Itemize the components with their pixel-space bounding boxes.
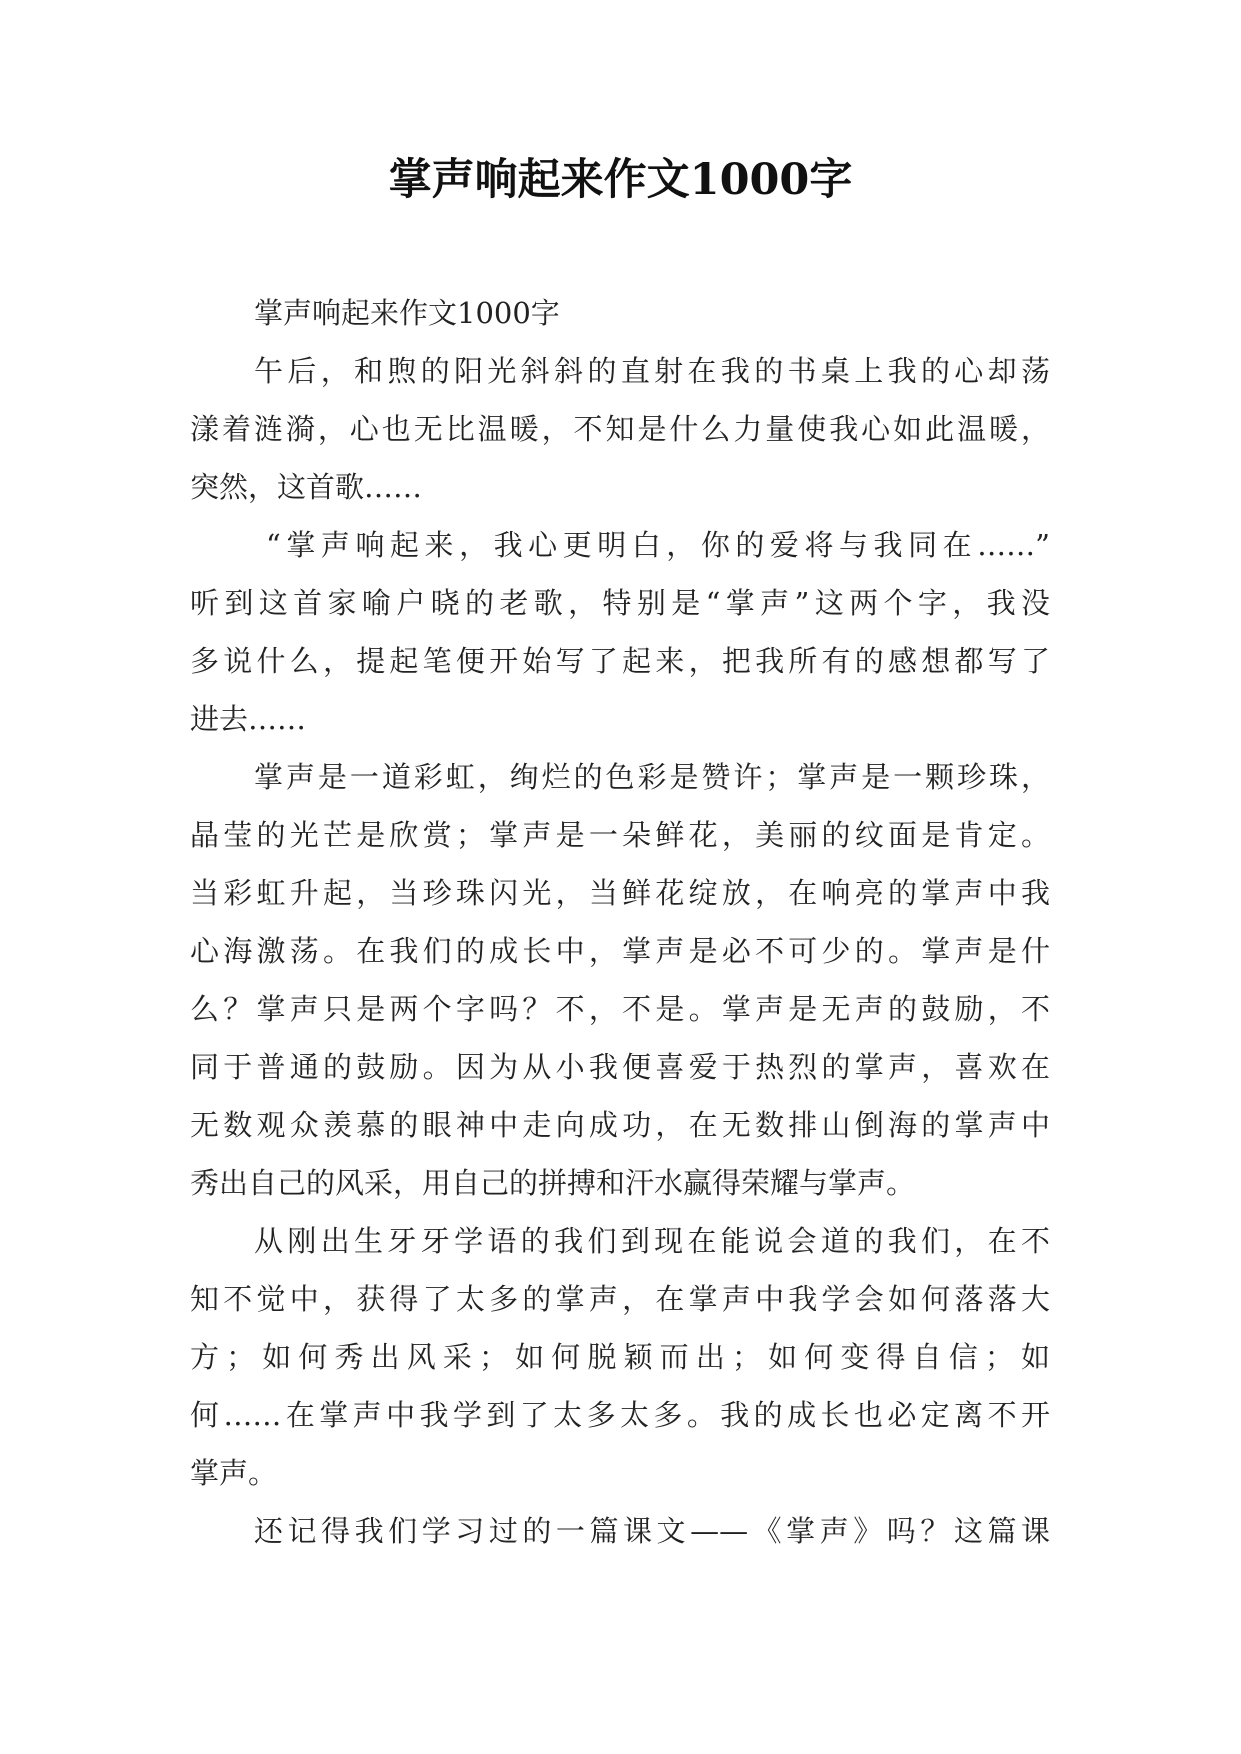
paragraph-line: 午后，和煦的阳光斜斜的直射在我的书桌上我的心却荡 xyxy=(254,354,1050,388)
paragraph-line: 无数观众羡慕的眼神中走向成功，在无数排山倒海的掌声中 xyxy=(190,1108,1050,1142)
paragraph-line: “掌声响起来，我心更明白，你的爱将与我同在……” xyxy=(266,528,1050,562)
paragraph-line: 多说什么，提起笔便开始写了起来，把我所有的感想都写了 xyxy=(190,644,1050,678)
paragraph-line: 掌声。 xyxy=(190,1456,278,1490)
paragraph-line: 从刚出生牙牙学语的我们到现在能说会道的我们，在不 xyxy=(254,1224,1050,1258)
paragraph-line: 方；如何秀出风采；如何脱颖而出；如何变得自信；如 xyxy=(190,1340,1050,1374)
paragraph-line: 突然，这首歌…… xyxy=(190,470,423,504)
paragraph-line: 当彩虹升起，当珍珠闪光，当鲜花绽放，在响亮的掌声中我 xyxy=(190,876,1050,910)
paragraph-line: 同于普通的鼓励。因为从小我便喜爱于热烈的掌声，喜欢在 xyxy=(190,1050,1050,1084)
paragraph-line: 还记得我们学习过的一篇课文——《掌声》吗？这篇课 xyxy=(254,1514,1050,1548)
paragraph-line: 漾着涟漪，心也无比温暖，不知是什么力量使我心如此温暖， xyxy=(190,412,1050,446)
paragraph-line: 听到这首家喻户晓的老歌，特别是“掌声”这两个字，我没 xyxy=(190,586,1050,620)
paragraph-line: 晶莹的光芒是欣赏；掌声是一朵鲜花，美丽的纹面是肯定。 xyxy=(190,818,1050,852)
document-body xyxy=(190,284,1050,1560)
paragraph-line: 么？掌声只是两个字吗？不，不是。掌声是无声的鼓励，不 xyxy=(190,992,1050,1026)
paragraph-line: 秀出自己的风采，用自己的拼搏和汗水赢得荣耀与掌声。 xyxy=(190,1166,916,1200)
document-title: 掌声响起来作文1000字 xyxy=(388,155,853,205)
paragraph-line: 掌声是一道彩虹，绚烂的色彩是赞许；掌声是一颗珍珠， xyxy=(254,760,1050,794)
paragraph-line: 掌声响起来作文1000字 xyxy=(254,296,560,330)
paragraph-line: 知不觉中，获得了太多的掌声，在掌声中我学会如何落落大 xyxy=(190,1282,1050,1316)
paragraph-line: 何……在掌声中我学到了太多太多。我的成长也必定离不开 xyxy=(190,1398,1050,1432)
paragraph-line: 心海激荡。在我们的成长中，掌声是必不可少的。掌声是什 xyxy=(190,934,1050,968)
paragraph-line: 进去…… xyxy=(190,702,307,736)
